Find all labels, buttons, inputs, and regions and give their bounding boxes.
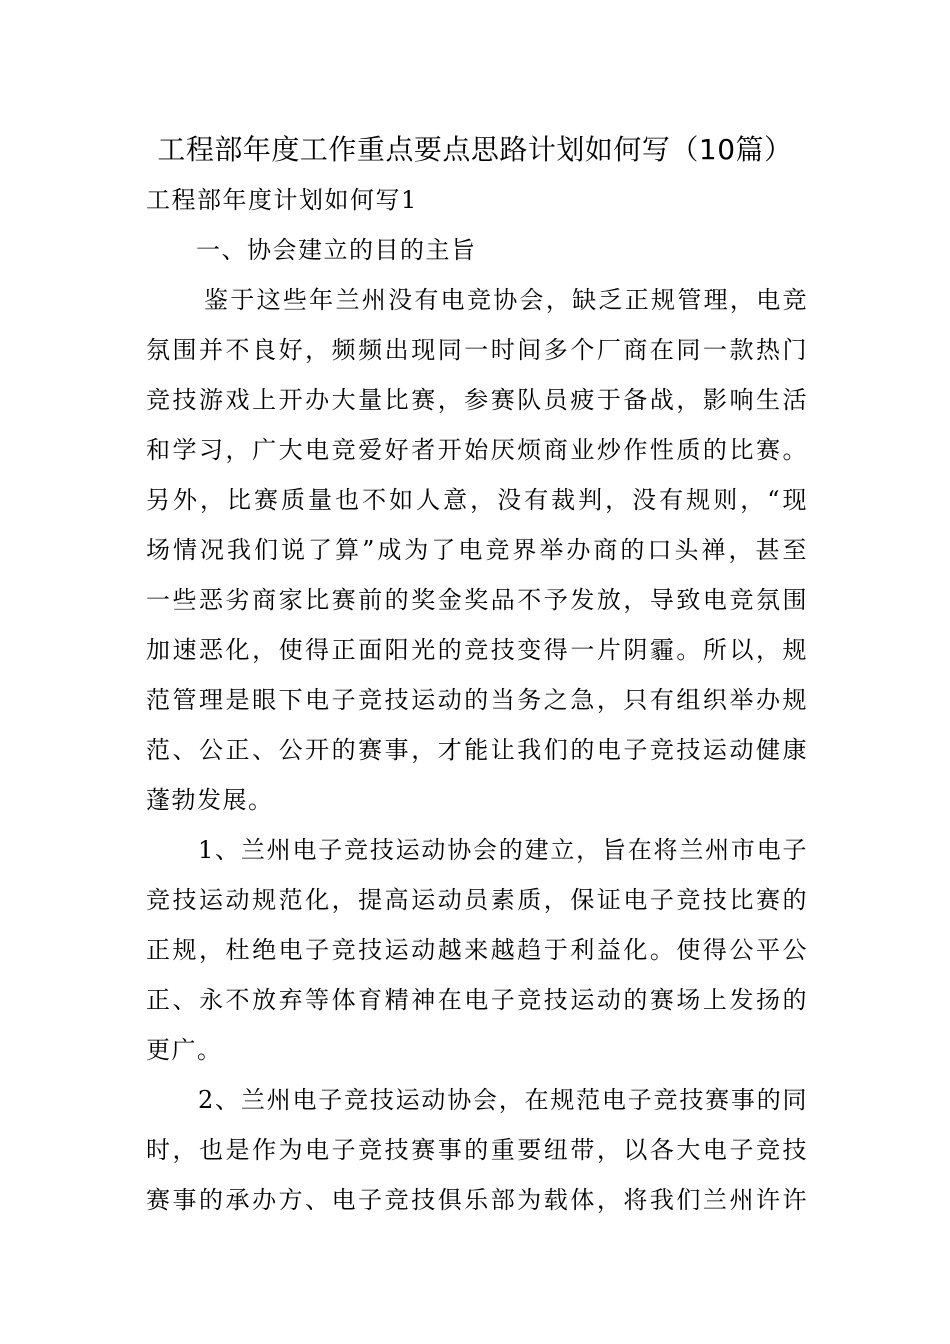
paragraph-line: 加速恶化，使得正面阳光的竞技变得一片阴霾。所以，规 — [146, 636, 808, 664]
paragraph-3 — [146, 1083, 808, 1233]
paragraph-line: 赛事的承办方、电子竞技俱乐部为载体，将我们兰州许许 — [146, 1186, 808, 1214]
paragraph-line: 竞技游戏上开办大量比赛，参赛队员疲于备战，影响生活 — [146, 386, 808, 414]
paragraph-line: 蓬勃发展。 — [146, 786, 274, 814]
paragraph-line: 正、永不放弃等体育精神在电子竞技运动的赛场上发扬的 — [146, 986, 808, 1014]
paragraph-line: 2、兰州电子竞技运动协会，在规范电子竞技赛事的同 — [198, 1086, 808, 1114]
document-body — [146, 183, 808, 1233]
paragraph-line: 时，也是作为电子竞技赛事的重要纽带，以各大电子竞技 — [146, 1136, 808, 1164]
paragraph-line: 场情况我们说了算”成为了电竞界举办商的口头禅，甚至 — [146, 536, 808, 564]
paragraph-line: 范管理是眼下电子竞技运动的当务之急，只有组织举办规 — [146, 686, 808, 714]
paragraph-line: 另外，比赛质量也不如人意，没有裁判，没有规则，“现 — [146, 486, 808, 514]
document-subtitle: 工程部年度计划如何写1 — [146, 186, 418, 214]
paragraph-line: 鉴于这些年兰州没有电竞协会，缺乏正规管理，电竞 — [204, 286, 808, 314]
paragraph-line: 范、公正、公开的赛事，才能让我们的电子竞技运动健康 — [146, 736, 808, 764]
paragraph-line: 正规，杜绝电子竞技运动越来越趋于利益化。使得公平公 — [146, 936, 808, 964]
paragraph-1 — [146, 283, 808, 833]
paragraph-line: 氛围并不良好，频频出现同一时间多个厂商在同一款热门 — [146, 336, 808, 364]
paragraph-line: 更广。 — [146, 1036, 223, 1064]
document-title: 工程部年度工作重点要点思路计划如何写（10篇） — [157, 133, 793, 166]
paragraph-line: 竞技运动规范化，提高运动员素质，保证电子竞技比赛的 — [146, 886, 808, 914]
paragraph-2 — [146, 833, 808, 1083]
paragraph-line: 一些恶劣商家比赛前的奖金奖品不予发放，导致电竞氛围 — [146, 586, 808, 614]
section-heading: 一、协会建立的目的主旨 — [196, 236, 477, 264]
paragraph-line: 1、兰州电子竞技运动协会的建立，旨在将兰州市电子 — [198, 836, 808, 864]
paragraph-line: 和学习，广大电竞爱好者开始厌烦商业炒作性质的比赛。 — [146, 436, 808, 464]
